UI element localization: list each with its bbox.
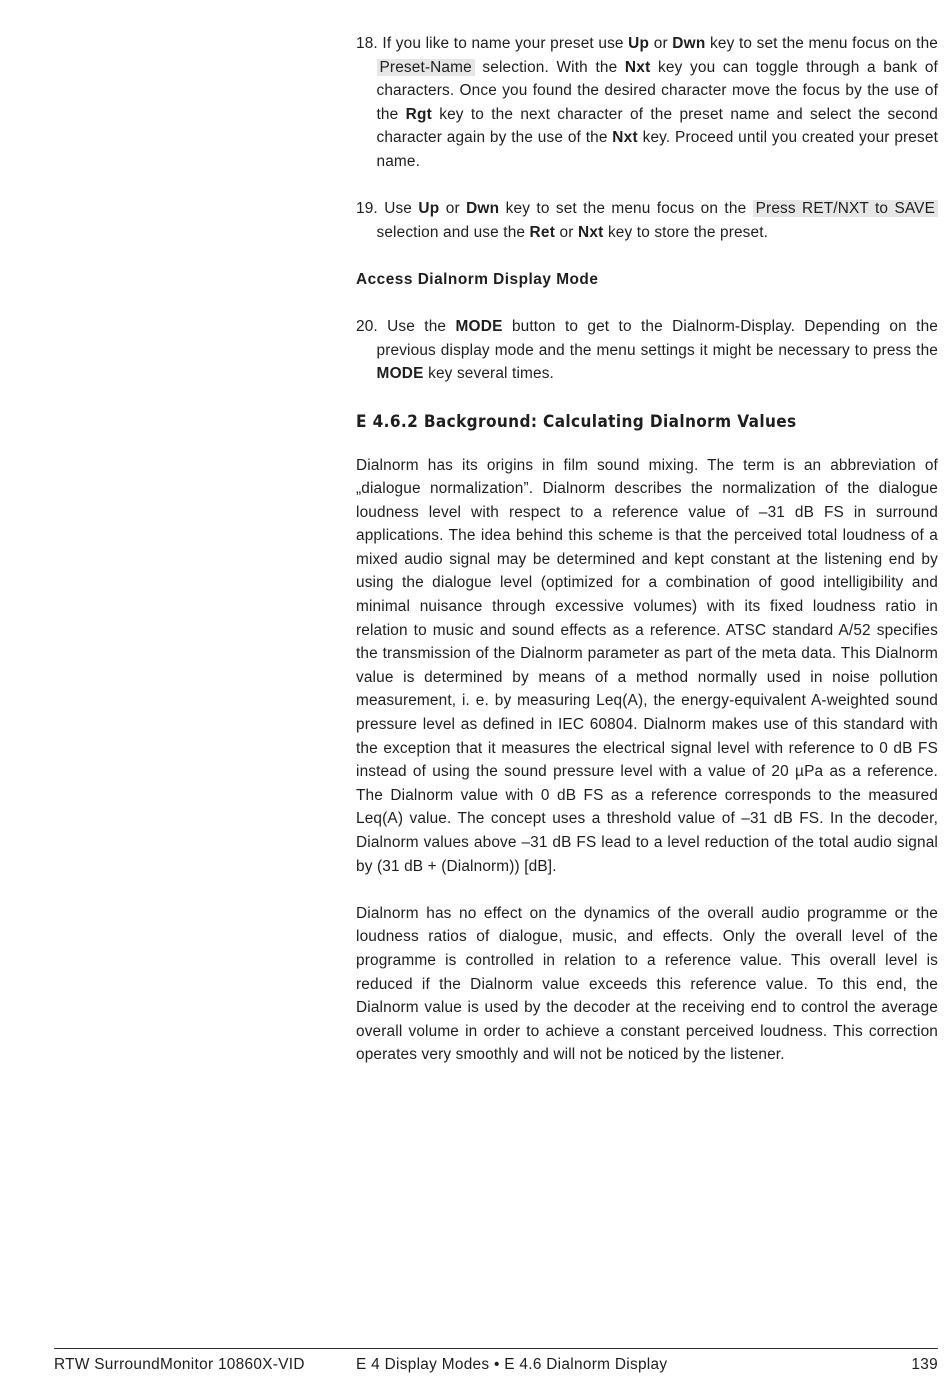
step-text: If you like to name your preset use [377,35,629,52]
footer-divider [54,1348,938,1349]
step-text: key to store the preset. [603,223,769,241]
step-text: key to the next character of the preset name and select the second character again by the use of the [376,105,938,147]
body-paragraph: Dialnorm has no effect on the dynamics of the overall audio programme or the loudness ratios of dialogue, music, and effects. Only the overall level of the programme is controlled in relation to a reference value. This overall level is reduced if the Dialnorm value exceeds this reference value. To this end, the Dialnorm value is used by the decoder at the receiving end to control the average overall volume in order to achieve a constant perceived loudness. This correction operates very smoothly and will not be noticed by the listener. [356,904,938,1064]
step-20 [356,315,938,386]
footer-product-name: RTW SurroundMonitor 10860X-VID [54,1356,305,1373]
step-text: or [555,223,578,241]
section-title: E 4.6.2 Background: Calculating Dialnorm Values [356,411,797,431]
page-content [356,32,938,1091]
key-dwn: Dwn [672,35,706,52]
step-text: button to get to the Dialnorm-Display. Depending on the previous display mode and the menu settings it might be necessary to press the [376,318,938,359]
step-text: selection and use the [376,223,530,241]
key-nxt: Nxt [612,129,638,147]
step-text: key to set the menu focus on the [705,35,939,52]
key-ret: Ret [529,223,556,241]
step-19 [356,197,938,244]
key-nxt: Nxt [577,223,604,241]
step-text: or [649,35,673,52]
step-text: key several times. [423,365,554,383]
step-text: Use the [377,318,456,336]
key-up: Up [418,200,440,218]
step-text: key. Proceed until you created your preset name. [376,129,938,170]
key-dwn: Dwn [466,200,500,218]
key-up: Up [628,35,650,52]
page-number: 139 [911,1356,938,1373]
step-text: key you can toggle through a bank of characters. Once you found the desired character move the focus by the use of the [376,58,938,123]
body-paragraph: Dialnorm has its origins in film sound mixing. The term is an abbreviation of „dialogue normalization”. Dialnorm describes the normalization of the dialogue loudness level with respect to a reference value of –31 dB FS in surround applications. The idea behind this scheme is that the perceived total loudness of a mixed audio signal may be determined and kept constant at the listening end by using the dialogue level (optimized for a combination of good intelligibility and minimal nuisance through excessive volumes) with its fixed loudness ratio in relation to music and sound effects as a reference. ATSC standard A/52 specifies the transmission of the Dialnorm parameter as part of the meta data. This Dialnorm value is determined by means of a method normally used in noise pollution measurement, i. e. by measuring Leq(A), the energy-equivalent A-weighted sound pressure level as defined in IEC 60804. Dialnorm makes use of this standard with the exception that it measures the electrical signal level with reference to 0 dB FS instead of using the sound pressure level with a value of 20 µPa as a reference. The Dialnorm value with 0 dB FS as a reference corresponds to the measured Leq(A) value. The concept uses a threshold value of –31 dB FS. In the decoder, Dialnorm values above –31 dB FS lead to a level reduction of the total audio signal by (31 dB + (Dialnorm)) [dB]. [356,456,938,875]
menu-item-preset-name: Preset-Name [377,59,475,76]
step-number: 20. [356,318,378,336]
step-number: 18. [356,35,378,52]
key-mode: MODE [455,318,503,336]
step-text: Use [377,200,419,218]
menu-item-press-ret-nxt-to-save: Press RET/NXT to SAVE [753,200,938,217]
key-mode: MODE [376,365,424,383]
key-rgt: Rgt [405,105,432,123]
step-text: or [439,200,467,218]
footer-chapter: E 4 Display Modes • E 4.6 Dialnorm Display [356,1356,668,1373]
subheading-access-dialnorm: Access Dialnorm Display Mode [356,270,599,288]
step-text: key to set the menu focus on the [499,200,753,218]
key-nxt: Nxt [624,58,651,76]
step-number: 19. [356,200,378,218]
step-text: selection. With the [474,58,625,76]
step-18 [356,32,938,174]
